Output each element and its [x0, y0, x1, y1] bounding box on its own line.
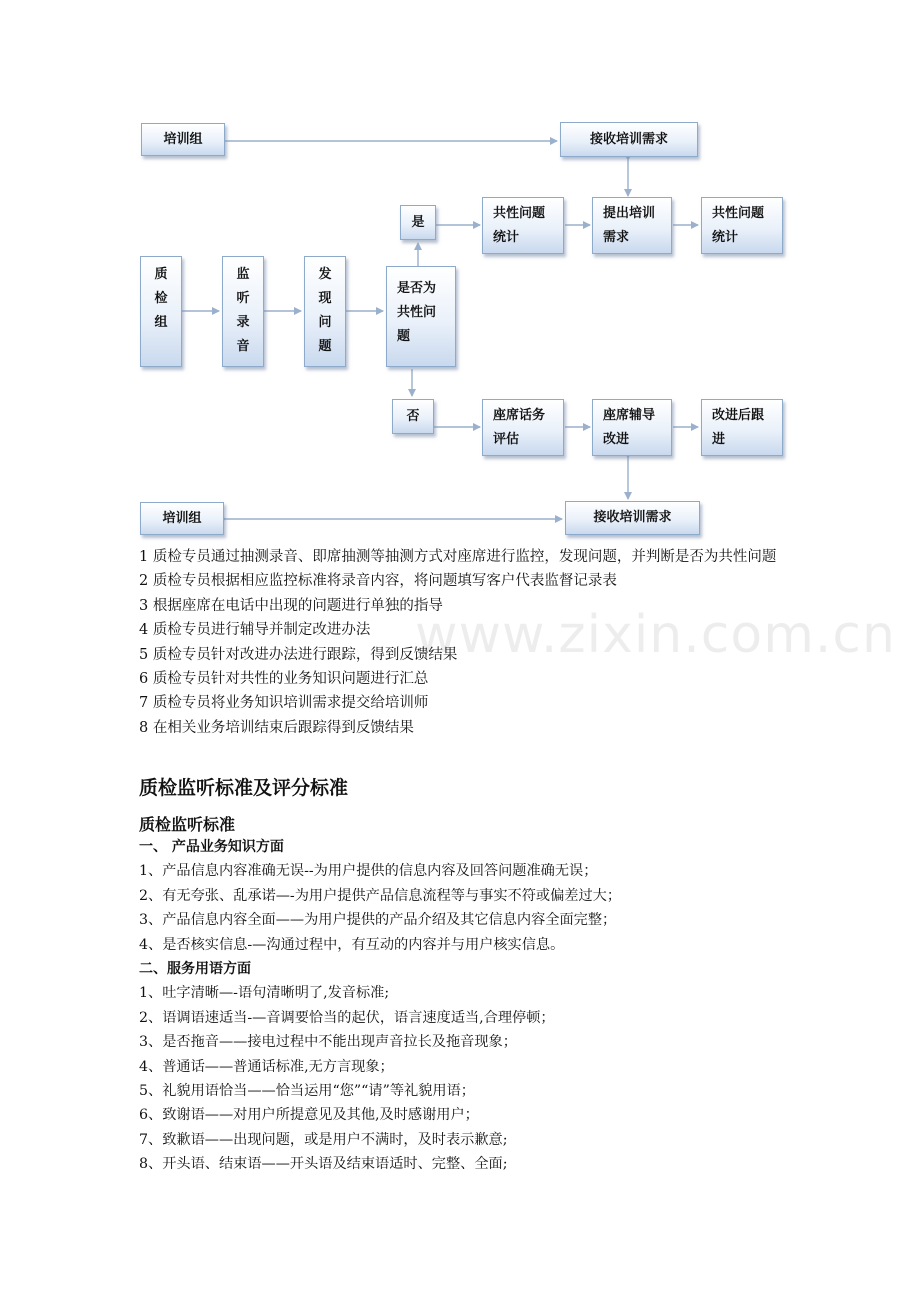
top-training-group-box [141, 123, 225, 156]
find-problem-char: 题 [318, 339, 332, 354]
find-problem-char: 问 [318, 315, 332, 330]
common-stats-2-line: 统计 [712, 230, 739, 245]
bottom-receive-demand-box [565, 501, 700, 535]
common-stats-1-line: 共性问题 [493, 206, 546, 221]
propose-demand-line: 需求 [603, 230, 630, 245]
section-title: 质检监听标准 [139, 815, 236, 834]
common-stats-2-box [701, 197, 783, 254]
top-receive-demand-label: 接收培训需求 [589, 131, 668, 147]
bottom-training-group-label: 培训组 [162, 510, 202, 526]
agent-eval-line: 评估 [493, 432, 520, 447]
followup-line: 改进后跟 [712, 408, 765, 423]
common-stats-2-line: 共性问题 [712, 206, 765, 221]
section-service-language [139, 957, 819, 1177]
is-common-line: 是否为 [397, 281, 437, 296]
monitor-recording-char: 监 [236, 267, 250, 282]
agent-coach-line: 改进 [603, 432, 630, 447]
top-training-group-label: 培训组 [163, 131, 203, 147]
step-item: 3 根据座席在电话中出现的问题进行单独的指导 [139, 597, 443, 614]
find-problem-char: 发 [318, 267, 332, 282]
criteria-item: 7、致歉语——出现问题，或是用户不满时，及时表示歉意; [139, 1131, 508, 1148]
step-item: 8 在相关业务培训结束后跟踪得到反馈结果 [139, 719, 414, 736]
qc-group-char: 检 [154, 291, 168, 306]
qc-group-box [140, 256, 182, 367]
agent-eval-box [482, 399, 564, 456]
section-product-knowledge [139, 835, 819, 957]
is-common-line: 共性问 [397, 305, 437, 320]
step-item: 6 质检专员针对共性的业务知识问题进行汇总 [139, 671, 429, 688]
criteria-item: 1、产品信息内容准确无误--为用户提供的信息内容及回答问题准确无误； [139, 863, 598, 880]
is-common-box [386, 266, 456, 367]
watermark: www.zixin.com.cn [415, 605, 896, 665]
propose-demand-box [592, 197, 672, 254]
step-item: 4 质检专员进行辅导并制定改进办法 [139, 622, 371, 639]
is-common-line: 题 [397, 329, 411, 344]
criteria-item: 2、有无夸张、乱承诺—-为用户提供产品信息流程等与事实不符或偏差过大； [139, 887, 622, 904]
no-box [392, 399, 434, 434]
criteria-item: 5、礼貌用语恰当——恰当运用“您”“请”等礼貌用语； [139, 1083, 475, 1100]
section-heading: 二、服务用语方面 [139, 961, 251, 977]
process-steps [139, 545, 799, 740]
common-stats-1-box [482, 197, 564, 254]
monitor-recording-box [222, 256, 264, 367]
page-title: 质检监听标准及评分标准 [139, 777, 349, 799]
agent-coach-box [592, 399, 672, 456]
bottom-receive-demand-label: 接收培训需求 [593, 510, 672, 525]
qc-group-char: 组 [154, 315, 168, 330]
criteria-item: 3、是否拖音——接电过程中不能出现声音拉长及拖音现象； [139, 1034, 517, 1051]
followup-box [701, 399, 783, 456]
propose-demand-line: 提出培训 [603, 206, 656, 221]
flowchart-connectors [0, 0, 920, 545]
find-problem-box [304, 256, 346, 367]
monitor-recording-char: 音 [236, 339, 250, 354]
monitor-recording-char: 听 [236, 291, 250, 306]
followup-line: 进 [712, 432, 726, 447]
no-label: 否 [406, 408, 420, 424]
criteria-item: 6、致谢语——对用户所提意见及其他,及时感谢用户； [139, 1107, 479, 1124]
monitor-recording-char: 录 [236, 315, 250, 330]
agent-eval-line: 座席话务 [493, 408, 546, 423]
top-receive-demand-box [560, 122, 698, 157]
criteria-item: 4、是否核实信息-—沟通过程中，有互动的内容并与用户核实信息。 [139, 936, 565, 953]
yes-box [400, 205, 436, 240]
bottom-training-group-box [140, 502, 224, 535]
qc-group-char: 质 [154, 267, 168, 282]
step-item: 5 质检专员针对改进办法进行跟踪，得到反馈结果 [139, 646, 458, 663]
criteria-item: 1、吐字清晰—-语句清晰明了,发音标准; [139, 985, 390, 1002]
step-item: 2 质检专员根据相应监控标准将录音内容，将问题填写客户代表监督记录表 [139, 573, 617, 590]
criteria-item: 8、开头语、结束语——开头语及结束语适时、完整、全面; [139, 1156, 508, 1173]
yes-label: 是 [411, 214, 425, 230]
agent-coach-line: 座席辅导 [603, 408, 656, 423]
step-item: 7 质检专员将业务知识培训需求提交给培训师 [139, 695, 429, 712]
find-problem-char: 现 [318, 291, 332, 306]
criteria-item: 3、产品信息内容全面——为用户提供的产品介绍及其它信息内容全面完整； [139, 912, 617, 929]
criteria-item: 4、普通话——普通话标准,无方言现象； [139, 1058, 394, 1075]
step-item: 1 质检专员通过抽测录音、即席抽测等抽测方式对座席进行监控，发现问题，并判断是否为共性问题 [139, 549, 777, 565]
common-stats-1-line: 统计 [493, 230, 520, 245]
section-heading: 一、 产品业务知识方面 [139, 839, 284, 855]
criteria-item: 2、语调语速适当-—音调要恰当的起伏，语言速度适当,合理停顿； [139, 1009, 555, 1026]
